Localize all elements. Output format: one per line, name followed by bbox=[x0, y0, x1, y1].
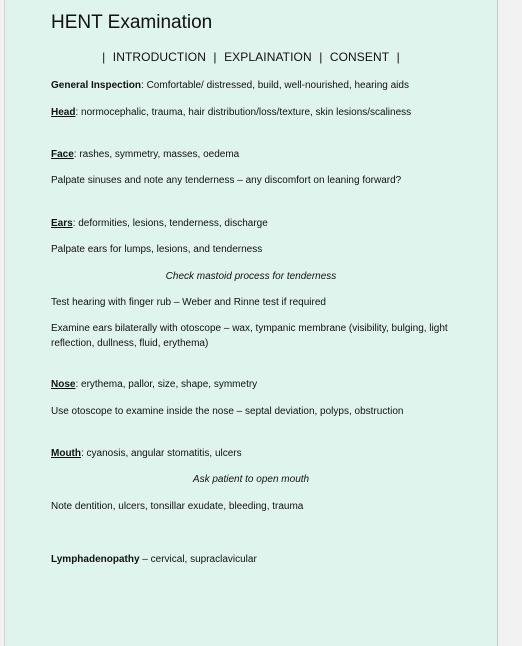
general-inspection-label: General Inspection bbox=[51, 80, 142, 91]
nose-text: : erythema, pallor, size, shape, symmetry bbox=[75, 379, 258, 390]
face-label: Face bbox=[51, 149, 74, 160]
mouth-label: Mouth bbox=[51, 448, 81, 459]
lymphadenopathy-label: Lymphadenopathy bbox=[51, 554, 140, 565]
head-line bbox=[51, 105, 451, 120]
mouth-text: : cyanosis, angular stomatitis, ulcers bbox=[81, 448, 242, 459]
face-line bbox=[51, 147, 451, 162]
mastoid-note: Check mastoid process for tenderness bbox=[165, 271, 337, 282]
nav-item-introduction: INTRODUCTION bbox=[112, 50, 206, 64]
nav-divider: | bbox=[319, 50, 323, 64]
nav-item-consent: CONSENT bbox=[329, 50, 390, 64]
mouth-note-line: Note dentition, ulcers, tonsillar exudate, bleeding, trauma bbox=[51, 501, 304, 512]
face-text: : rashes, symmetry, masses, oedema bbox=[73, 149, 240, 160]
lymphadenopathy-text: – cervical, supraclavicular bbox=[139, 554, 257, 565]
head-text: : normocephalic, trauma, hair distribution/loss/texture, skin lesions/scaliness bbox=[75, 107, 412, 118]
document-page bbox=[4, 0, 498, 646]
face-palpate-line: Palpate sinuses and note any tenderness – any discomfort on leaning forward? bbox=[51, 175, 402, 186]
head-label: Head bbox=[51, 107, 76, 118]
ears-label: Ears bbox=[51, 218, 73, 229]
ears-text: : deformities, lesions, tenderness, discharge bbox=[72, 218, 268, 229]
nav-divider: | bbox=[396, 50, 400, 64]
open-mouth-instruction: Ask patient to open mouth bbox=[192, 474, 310, 485]
section-nav bbox=[5, 50, 497, 64]
nose-line bbox=[51, 377, 451, 392]
nav-divider: | bbox=[102, 50, 106, 64]
nav-item-explaination: EXPLAINATION bbox=[224, 50, 312, 64]
nose-otoscope-line: Use otoscope to examine inside the nose – septal deviation, polyps, obstruction bbox=[51, 406, 404, 417]
page-title: HENT Examination bbox=[51, 12, 213, 33]
general-inspection-text: : Comfortable/ distressed, build, well-nourished, hearing aids bbox=[141, 80, 409, 91]
nav-divider: | bbox=[213, 50, 217, 64]
ears-line bbox=[51, 216, 451, 231]
hearing-test-line: Test hearing with finger rub – Weber and Rinne test if required bbox=[51, 297, 326, 308]
ears-palpate-line: Palpate ears for lumps, lesions, and tenderness bbox=[51, 244, 263, 255]
ear-otoscope-line: Examine ears bilaterally with otoscope – wax, tympanic membrane (visibility, bulging, light reflection, dullness, fluid, erythema) bbox=[51, 323, 448, 349]
nose-label: Nose bbox=[51, 379, 76, 390]
mouth-line bbox=[51, 446, 451, 461]
lymphadenopathy-line bbox=[51, 552, 451, 567]
general-inspection-line bbox=[51, 78, 451, 93]
